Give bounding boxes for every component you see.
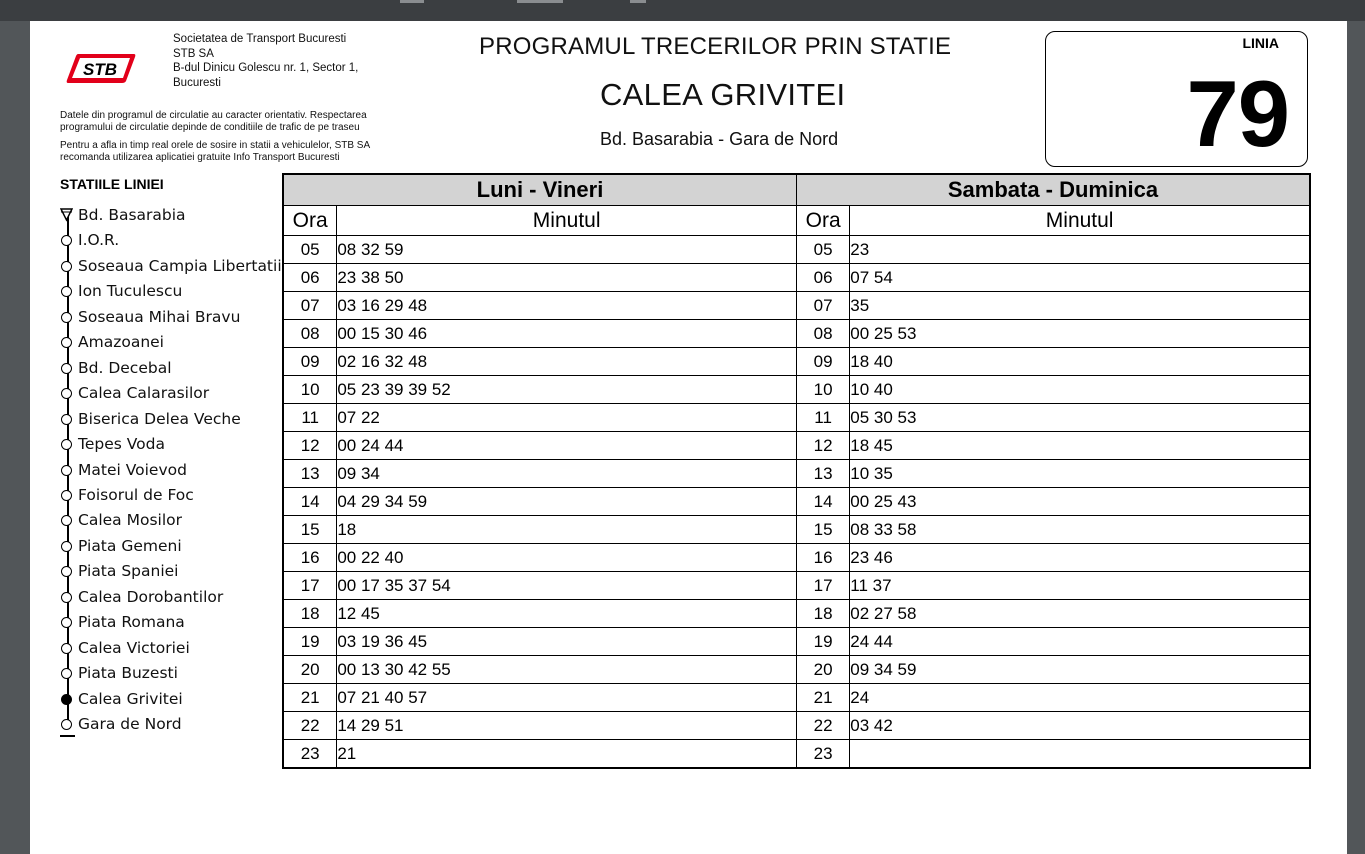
toolbar-control[interactable] <box>630 0 646 3</box>
route-description: Bd. Basarabia - Gara de Nord <box>600 129 839 149</box>
station-item <box>58 307 318 329</box>
station-name: Piata Romana <box>78 613 185 632</box>
station-name: Bd. Decebal <box>78 358 172 377</box>
stop-circle-icon <box>61 592 72 603</box>
weekend-minutes-cell: 23 <box>850 236 1310 264</box>
weekday-minutes-cell: 23 38 50 <box>337 264 797 292</box>
weekday-minutes-cell: 21 <box>337 740 797 769</box>
weekday-minutes-cell: 00 15 30 46 <box>337 320 797 348</box>
weekend-minutes-cell: 10 40 <box>850 376 1310 404</box>
stop-circle-icon <box>61 286 72 297</box>
weekend-hour-cell: 14 <box>796 488 849 516</box>
weekday-hour-cell: 08 <box>283 320 337 348</box>
table-row <box>283 516 1310 544</box>
weekday-hour-cell: 11 <box>283 404 337 432</box>
table-row <box>283 404 1310 432</box>
weekend-hour-cell: 07 <box>796 292 849 320</box>
viewer-toolbar <box>0 0 1365 21</box>
weekend-hour-cell: 09 <box>796 348 849 376</box>
station-name: Piata Spaniei <box>78 562 179 581</box>
company-line: B-dul Dinicu Golescu nr. 1, Sector 1, <box>173 62 359 74</box>
weekend-hour-cell: 06 <box>796 264 849 292</box>
line-label: LINIA <box>1242 35 1279 51</box>
weekday-hour-cell: 12 <box>283 432 337 460</box>
stop-circle-icon <box>61 337 72 348</box>
station-name: Gara de Nord <box>78 715 182 733</box>
weekday-minutes-cell: 03 19 36 45 <box>337 628 797 656</box>
station-name: Calea Dorobantilor <box>78 587 224 606</box>
table-row <box>283 740 1310 769</box>
disclaimer-note: Datele din programul de circulatie au caracter orientativ. Respectarea programului de circulatie depinde de conditiile de trafic de pe traseu <box>60 110 367 133</box>
weekday-minutes-cell: 00 22 40 <box>337 544 797 572</box>
table-row <box>283 628 1310 656</box>
weekday-hour-cell: 19 <box>283 628 337 656</box>
weekend-hour-cell: 08 <box>796 320 849 348</box>
station-item <box>58 460 318 482</box>
station-item <box>58 714 318 736</box>
document-page <box>30 21 1347 854</box>
weekend-minutes-cell <box>850 740 1310 769</box>
weekday-hour-cell: 21 <box>283 684 337 712</box>
table-row <box>283 264 1310 292</box>
start-triangle-icon <box>60 208 73 222</box>
table-row <box>283 684 1310 712</box>
logo-text: STB <box>83 60 117 79</box>
station-name: Foisorul de Foc <box>78 485 194 504</box>
table-row <box>283 348 1310 376</box>
stop-circle-icon <box>61 363 72 374</box>
station-item <box>58 434 318 456</box>
station-name: Biserica Delea Veche <box>78 409 241 428</box>
company-line: STB SA <box>173 47 214 60</box>
weekday-hour-cell: 17 <box>283 572 337 600</box>
weekday-minutes-cell: 12 45 <box>337 600 797 628</box>
stop-circle-icon <box>61 668 72 679</box>
table-row <box>283 320 1310 348</box>
station-name: Soseaua Campia Libertatii <box>78 256 282 275</box>
station-list <box>58 205 288 745</box>
station-item <box>58 510 318 532</box>
table-row <box>283 376 1310 404</box>
weekday-minutes-cell: 00 17 35 37 54 <box>337 572 797 600</box>
station-item <box>58 663 318 685</box>
line-number-box <box>1045 31 1308 167</box>
table-row <box>283 460 1310 488</box>
weekend-minutes-cell: 11 37 <box>850 572 1310 600</box>
company-line: Societatea de Transport Bucuresti <box>173 33 347 45</box>
station-name: Bd. Basarabia <box>78 206 186 224</box>
weekday-hour-cell: 14 <box>283 488 337 516</box>
weekend-hour-cell: 11 <box>796 404 849 432</box>
weekend-hour-cell: 05 <box>796 236 849 264</box>
stb-logo <box>66 51 136 85</box>
weekend-hour-cell: 20 <box>796 656 849 684</box>
weekday-minutes-cell: 02 16 32 48 <box>337 348 797 376</box>
weekday-hour-cell: 20 <box>283 656 337 684</box>
weekend-minutes-cell: 23 46 <box>850 544 1310 572</box>
weekday-hour-cell: 13 <box>283 460 337 488</box>
station-item <box>58 587 318 609</box>
weekend-minutes-cell: 07 54 <box>850 264 1310 292</box>
weekday-hour-cell: 22 <box>283 712 337 740</box>
weekend-minutes-cell: 24 44 <box>850 628 1310 656</box>
weekend-hour-header: Ora <box>796 206 849 236</box>
stop-circle-icon <box>61 490 72 501</box>
weekday-minutes-cell: 03 16 29 48 <box>337 292 797 320</box>
table-row <box>283 488 1310 516</box>
stop-circle-icon <box>61 414 72 425</box>
weekday-hour-header: Ora <box>283 206 337 236</box>
station-item <box>58 612 318 634</box>
stop-circle-icon <box>61 235 72 246</box>
station-item <box>58 561 318 583</box>
stop-circle-icon <box>61 388 72 399</box>
weekend-minutes-cell: 18 45 <box>850 432 1310 460</box>
station-name: Calea Victoriei <box>78 638 190 657</box>
weekday-minutes-cell: 00 24 44 <box>337 432 797 460</box>
weekday-minutes-cell: 18 <box>337 516 797 544</box>
weekday-minutes-cell: 07 22 <box>337 404 797 432</box>
station-name: Piata Gemeni <box>78 536 182 555</box>
stop-circle-icon <box>61 312 72 323</box>
weekend-hour-cell: 13 <box>796 460 849 488</box>
terminus-bar-icon <box>60 735 75 737</box>
weekday-hour-cell: 06 <box>283 264 337 292</box>
weekend-hour-cell: 16 <box>796 544 849 572</box>
weekend-hour-cell: 19 <box>796 628 849 656</box>
toolbar-control[interactable] <box>400 0 424 3</box>
stop-circle-icon <box>61 465 72 476</box>
stop-circle-icon <box>61 617 72 628</box>
station-item <box>58 409 318 431</box>
station-item <box>58 358 318 380</box>
station-item <box>58 638 318 660</box>
weekend-hour-cell: 15 <box>796 516 849 544</box>
weekday-minutes-cell: 14 29 51 <box>337 712 797 740</box>
current-stop-icon <box>61 694 72 705</box>
stop-circle-icon <box>61 719 72 730</box>
table-row <box>283 600 1310 628</box>
table-row <box>283 656 1310 684</box>
toolbar-control[interactable] <box>517 0 563 3</box>
stop-name: CALEA GRIVITEI <box>600 77 846 112</box>
company-line: Bucuresti <box>173 76 221 89</box>
weekday-hour-cell: 07 <box>283 292 337 320</box>
stop-circle-icon <box>61 643 72 654</box>
weekday-minutes-cell: 07 21 40 57 <box>337 684 797 712</box>
realtime-info-note: Pentru a afla in timp real orele de sosire in statii a vehiculelor, STB SA recomanda utilizarea aplicatiei gratuite Info Transport Bucuresti <box>60 140 370 163</box>
station-item <box>58 205 318 227</box>
stop-circle-icon <box>61 439 72 450</box>
weekend-hour-cell: 10 <box>796 376 849 404</box>
weekday-hour-cell: 23 <box>283 740 337 769</box>
weekend-minutes-cell: 00 25 53 <box>850 320 1310 348</box>
weekend-minutes-cell: 35 <box>850 292 1310 320</box>
station-item <box>58 485 318 507</box>
weekday-hour-cell: 18 <box>283 600 337 628</box>
weekend-minutes-cell: 08 33 58 <box>850 516 1310 544</box>
table-row <box>283 544 1310 572</box>
table-row <box>283 292 1310 320</box>
weekend-minutes-cell: 24 <box>850 684 1310 712</box>
station-name: Amazoanei <box>78 333 164 352</box>
weekend-hour-cell: 21 <box>796 684 849 712</box>
weekday-minute-header: Minutul <box>337 206 797 236</box>
weekend-hour-cell: 17 <box>796 572 849 600</box>
stop-circle-icon <box>61 261 72 272</box>
weekend-minutes-cell: 05 30 53 <box>850 404 1310 432</box>
table-row <box>283 432 1310 460</box>
station-item <box>58 383 318 405</box>
station-name: I.O.R. <box>78 231 120 250</box>
station-name: Calea Grivitei <box>78 689 183 708</box>
weekend-minutes-cell: 00 25 43 <box>850 488 1310 516</box>
station-name: Calea Calarasilor <box>78 384 210 403</box>
weekday-minutes-cell: 09 34 <box>337 460 797 488</box>
stop-circle-icon <box>61 541 72 552</box>
weekday-minutes-cell: 05 23 39 39 52 <box>337 376 797 404</box>
weekend-hour-cell: 18 <box>796 600 849 628</box>
weekend-minutes-cell: 03 42 <box>850 712 1310 740</box>
weekend-heading: Sambata - Duminica <box>796 174 1310 206</box>
station-name: Calea Mosilor <box>78 511 182 530</box>
station-name: Ion Tuculescu <box>78 282 183 301</box>
stop-circle-icon <box>61 515 72 526</box>
weekday-minutes-cell: 00 13 30 42 55 <box>337 656 797 684</box>
weekday-hour-cell: 10 <box>283 376 337 404</box>
weekend-minutes-cell: 10 35 <box>850 460 1310 488</box>
table-row <box>283 712 1310 740</box>
company-info <box>173 32 358 90</box>
station-name: Soseaua Mihai Bravu <box>78 307 241 326</box>
station-name: Matei Voievod <box>78 460 187 479</box>
table-row <box>283 236 1310 264</box>
station-item <box>58 536 318 558</box>
stations-heading: STATIILE LINIEI <box>60 176 164 192</box>
weekend-minutes-cell: 18 40 <box>850 348 1310 376</box>
weekday-hour-cell: 05 <box>283 236 337 264</box>
stop-circle-icon <box>61 566 72 577</box>
weekend-minute-header: Minutul <box>850 206 1310 236</box>
weekend-hour-cell: 23 <box>796 740 849 769</box>
station-name: Piata Buzesti <box>78 664 178 683</box>
line-number: 79 <box>1186 61 1289 166</box>
station-item <box>58 332 318 354</box>
weekday-hour-cell: 16 <box>283 544 337 572</box>
document-title: PROGRAMUL TRECERILOR PRIN STATIE <box>479 33 952 60</box>
weekday-minutes-cell: 08 32 59 <box>337 236 797 264</box>
weekend-hour-cell: 12 <box>796 432 849 460</box>
weekend-minutes-cell: 09 34 59 <box>850 656 1310 684</box>
weekday-minutes-cell: 04 29 34 59 <box>337 488 797 516</box>
weekday-heading: Luni - Vineri <box>283 174 796 206</box>
timetable <box>282 173 1311 769</box>
weekend-minutes-cell: 02 27 58 <box>850 600 1310 628</box>
station-item <box>58 689 318 711</box>
weekday-hour-cell: 09 <box>283 348 337 376</box>
weekday-hour-cell: 15 <box>283 516 337 544</box>
station-item <box>58 230 318 252</box>
station-item <box>58 256 318 278</box>
weekend-hour-cell: 22 <box>796 712 849 740</box>
station-item <box>58 281 318 303</box>
table-row <box>283 572 1310 600</box>
station-name: Tepes Voda <box>78 435 165 454</box>
